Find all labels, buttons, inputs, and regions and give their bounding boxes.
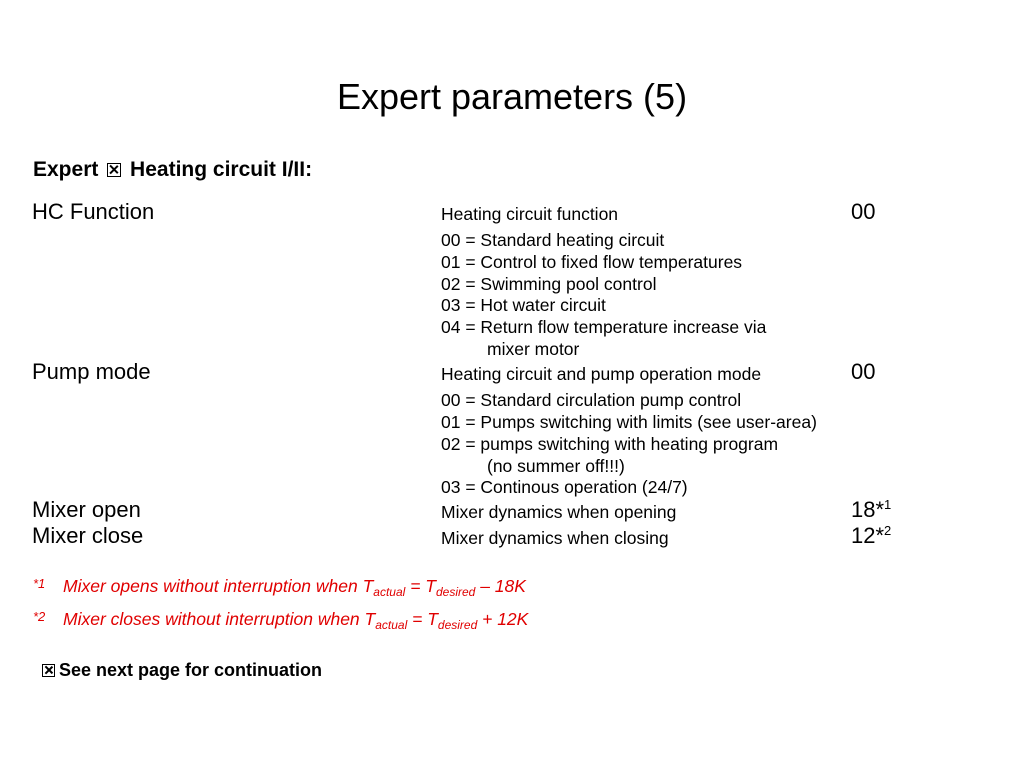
option-item: 03 = Hot water circuit: [441, 295, 606, 315]
footnote-mark: *1: [33, 576, 46, 591]
param-name-hc-function: HC Function: [32, 199, 155, 224]
param-desc-mixer-close: Mixer dynamics when closing: [441, 528, 669, 548]
param-name-mixer-close: Mixer close: [32, 523, 144, 548]
section-heading: [33, 158, 312, 182]
next-page-note: [42, 660, 322, 681]
param-value-mixer-open: 18*$^1$: [851, 497, 892, 522]
section-prefix: Expert: [33, 158, 99, 181]
option-item: 00 = Standard circulation pump control: [441, 390, 742, 410]
option-continuation: (no summer off!!!): [487, 456, 625, 476]
option-item: 01 = Pumps switching with limits (see user-area): [441, 412, 817, 432]
next-page-label: See next page for continuation: [59, 660, 323, 680]
option-continuation: mixer motor: [487, 339, 580, 359]
option-item: 01 = Control to fixed flow temperatures: [441, 252, 743, 272]
param-value-hc-function: 00: [851, 199, 876, 224]
footnote-mark: *2: [33, 609, 46, 624]
param-value-pump-mode: 00: [851, 359, 876, 384]
option-item: 02 = pumps switching with heating program: [441, 434, 779, 454]
option-item: 04 = Return flow temperature increase via: [441, 317, 767, 337]
page-title: Expert parameters (5): [336, 76, 688, 117]
footnote: *1 Mixer opens without interruption when $T_{actual} = T_{desired} - 18K$: [33, 576, 526, 599]
footnote: *2 Mixer closes without interruption when $T_{actual} = T_{desired} + 12K$: [33, 609, 529, 632]
boxed-x-icon: [42, 664, 55, 677]
section-label: Heating circuit I/II:: [130, 158, 313, 181]
param-value-mixer-close: 12*$^2$: [851, 523, 892, 548]
param-desc-mixer-open: Mixer dynamics when opening: [441, 502, 677, 522]
boxed-x-icon: [107, 163, 121, 177]
option-item: 02 = Swimming pool control: [441, 274, 657, 294]
param-desc-pump-mode: Heating circuit and pump operation mode: [441, 364, 762, 384]
param-name-mixer-open: Mixer open: [32, 497, 141, 522]
param-desc-hc-function: Heating circuit function: [441, 204, 619, 224]
option-item: 00 = Standard heating circuit: [441, 230, 665, 250]
option-item: 03 = Continous operation (24/7): [441, 477, 688, 497]
param-name-pump-mode: Pump mode: [32, 359, 151, 384]
